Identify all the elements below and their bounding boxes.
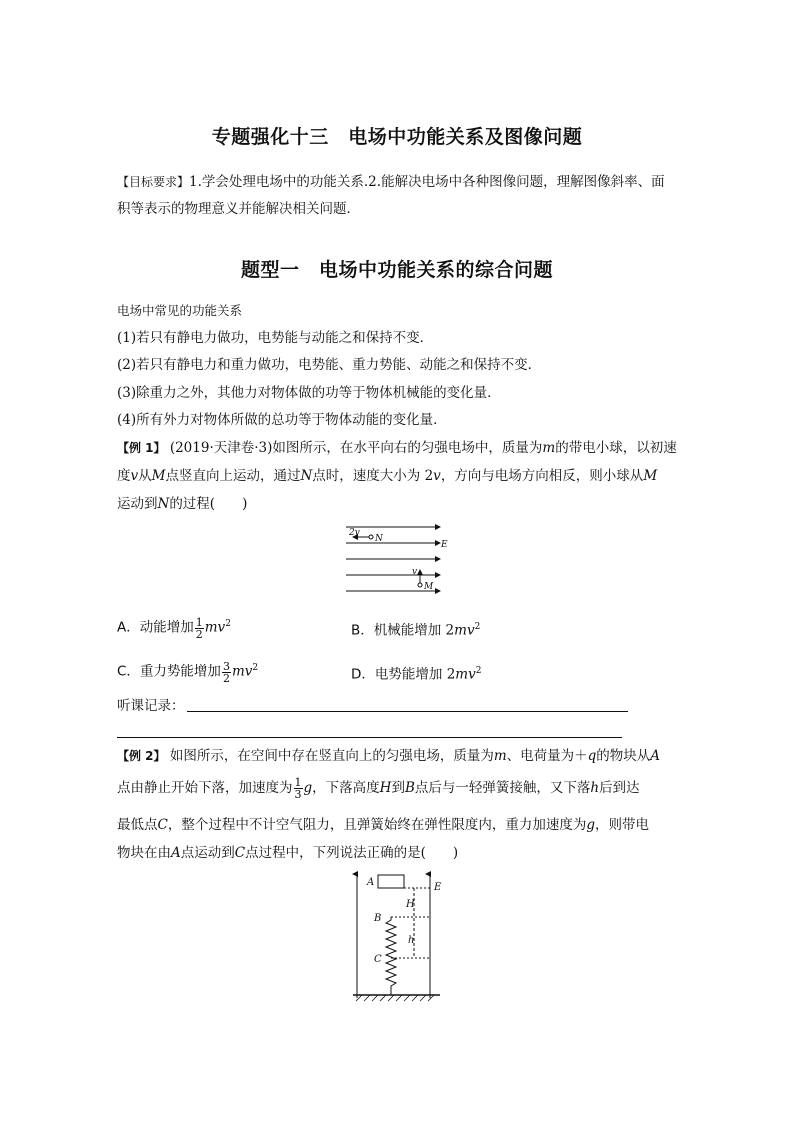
notes-line-1[interactable] [187,711,628,712]
example2-text: 如图所示，在空间中存在竖直向上的匀强电场，质量为 [169,748,494,764]
example2-text: 物块在由 [117,845,171,861]
label-2v: 2v [349,528,360,538]
example2-text: 到 [391,780,405,796]
option-letter: A． [117,619,140,636]
fraction [222,661,231,684]
example1-text: 的过程( ) [169,496,248,512]
label-A: A [367,877,375,888]
var-v: v [130,468,139,484]
page-title: 专题强化十三 电场中功能关系及图像问题 [211,126,583,148]
relations-heading: 电场中常见的功能关系 [117,303,243,318]
var-g: g [303,780,313,796]
option-expr: mv [455,666,476,683]
example1-tag: 【例 1】 [117,441,166,455]
example2-text: 后到达 [599,780,640,796]
goal-tag: 【目标要求】 [117,175,190,189]
option-letter: B． [351,622,374,639]
var-B: B [404,780,415,796]
goal-line-2: 积等表示的物理意义并能解决相关问题． [117,201,360,217]
var-v: v [433,468,441,484]
var-g: g [586,817,595,833]
relation-item-1: (1)若只有静电力做功，电势能与动能之和保持不变． [117,330,434,346]
example1-text: 运动到 [117,496,158,512]
example2-text: 的物块从 [596,748,651,764]
var-C: C [157,817,168,833]
relation-item-4: (4)所有外力对物体所做的总功等于物体动能的变化量． [117,412,447,428]
var-A: A [171,845,181,861]
section-title: 题型一 电场中功能关系的综合问题 [240,259,553,281]
superscript: 2 [225,619,231,629]
option-text: 重力势能增加 [139,663,221,680]
ground-hatch [356,995,434,1001]
label-M: M [424,582,434,592]
label-B: B [374,913,382,924]
notes-label: 听课记录： [117,698,185,714]
var-N: N [157,496,170,512]
option-letter: C． [117,663,140,680]
example1-text: 如图所示，在水平向右的匀强电场中，质量为 [272,440,543,456]
example1-figure [340,520,450,596]
goal-text-1: 1.学会处理电场中的功能关系.2.能解决电场中各种图像问题，理解图像斜率、面 [189,174,665,190]
denominator: 2 [195,627,203,641]
example2-text: 最低点 [117,817,158,833]
example2-text: ，则带电 [595,817,649,833]
notes-line-2[interactable] [117,737,622,738]
option-expr: mv [454,622,475,639]
var-m: m [493,748,507,764]
option-d[interactable] [351,661,481,685]
spring [386,917,396,995]
option-c[interactable] [117,658,258,684]
var-q: q [587,748,597,764]
example1-text: 度 [117,468,131,484]
label-N: N [375,534,383,544]
label-h: h [408,935,415,946]
example2-line-1 [117,746,660,766]
var-N: N [300,468,313,484]
label-E: E [434,882,442,893]
example2-text: ，下落高度 [312,780,380,796]
example2-text: 点后与一轻弹簧接触，又下落 [414,780,591,796]
example1-line-3 [117,494,247,514]
example1-line-1 [117,438,677,458]
denominator: 2 [222,671,230,685]
example1-line-2 [117,466,657,486]
var-A: A [650,748,661,764]
example2-text: 、电荷量为＋ [506,748,588,764]
option-text: 电势能增加 2 [374,666,456,683]
option-expr: mv [204,619,226,636]
fraction [294,777,303,800]
example2-line-2 [117,777,640,800]
example1-text: 点竖直向上运动，通过 [165,468,301,484]
relation-item-3: (3)除重力之外，其他力对物体做的功等于物体机械能的变化量． [117,385,501,401]
denominator: 3 [294,788,302,801]
numerator: 1 [294,776,302,789]
numerator: 3 [222,659,230,673]
example1-text: 的带电小球，以初速 [555,440,677,456]
example1-text: ，方向与电场方向相反，则小球从 [440,468,644,484]
var-H: H [379,780,392,796]
var-C: C [234,845,246,861]
option-a[interactable] [117,614,231,640]
example2-text: ，整个过程中不计空气阻力，且弹簧始终在弹性限度内，重力加速度为 [167,817,587,833]
var-M: M [151,468,166,484]
ball-M [418,583,422,587]
superscript: 2 [252,663,259,673]
example2-line-3 [117,815,649,835]
var-m: m [542,440,556,456]
option-expr: mv [231,663,253,680]
example1-source: (2019·天津卷·3) [169,440,273,456]
goal-line-1 [117,172,665,192]
label-E: E [441,540,448,550]
label-H: H [406,899,415,910]
fraction [195,617,204,640]
option-text: 动能增加 [139,619,194,636]
superscript: 2 [475,666,482,676]
option-text: 机械能增加 2 [373,622,455,639]
example2-line-4 [117,843,458,863]
example1-text: 点时，速度大小为 2 [312,468,434,484]
example2-tag: 【例 2】 [117,749,166,763]
block-A [378,875,404,888]
ball-N [369,535,373,539]
example2-text: 点由静止开始下落，加速度为 [117,780,293,796]
example1-text: 从 [138,468,152,484]
example2-text: 点运动到 [180,845,235,861]
example2-text: 点过程中，下列说法正确的是( ) [245,845,459,861]
label-C: C [374,954,382,965]
option-b[interactable] [351,617,480,641]
var-M: M [643,468,658,484]
numerator: 1 [195,615,203,629]
option-letter: D． [351,666,375,683]
label-v: v [412,567,418,577]
superscript: 2 [474,622,481,632]
relation-item-2: (2)若只有静电力和重力做功，电势能、重力势能、动能之和保持不变． [117,357,542,373]
example2-figure [348,870,448,1006]
var-h: h [590,780,600,796]
